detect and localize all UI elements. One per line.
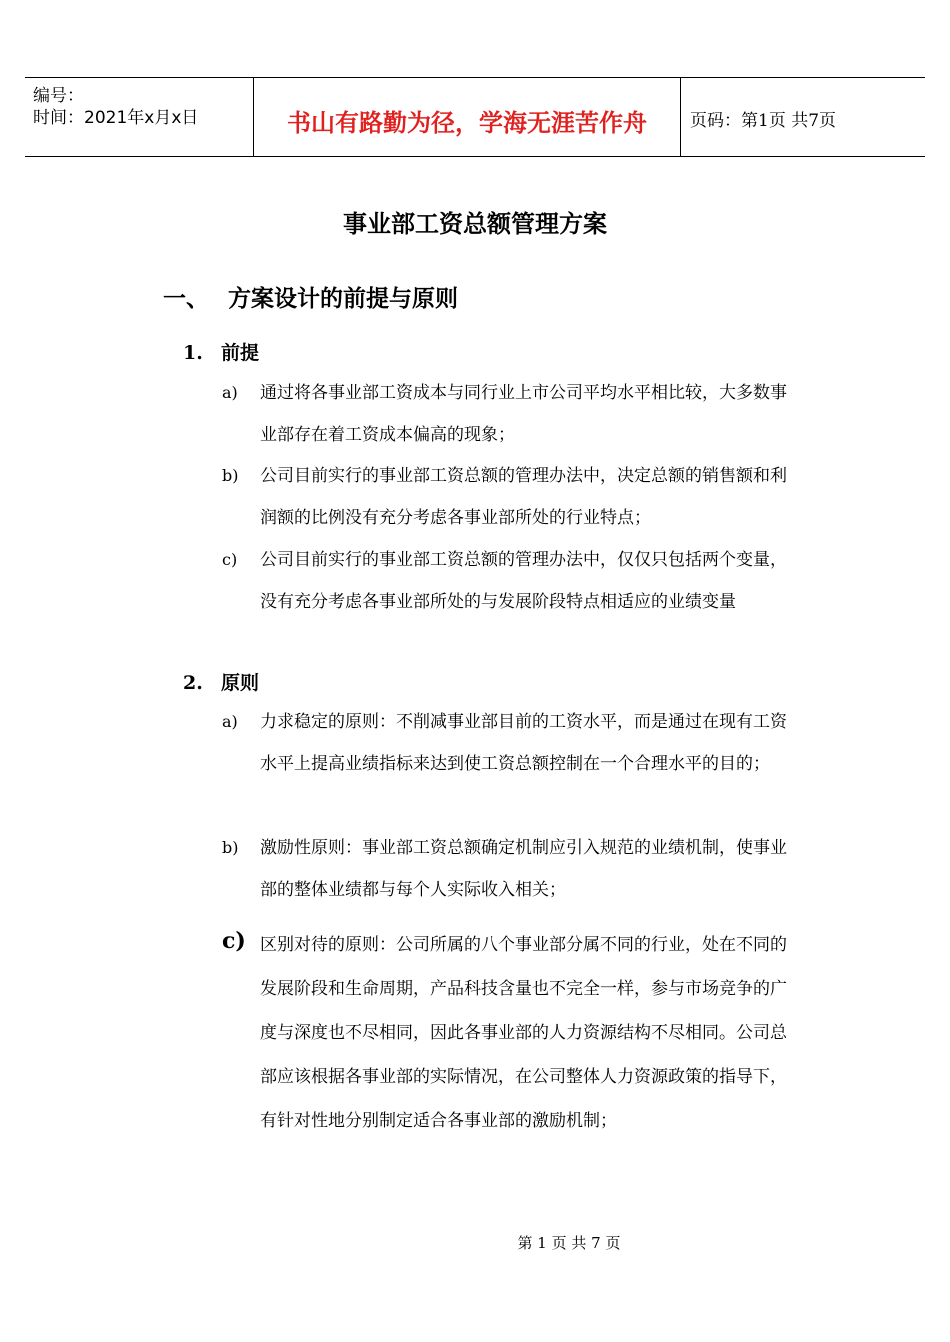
list-text: 区别对待的原则：公司所属的八个事业部分属不同的行业，处在不同的发展阶段和生命周期，产品科技含量也不完全一样，参与市场竞争的广度与深度也不尽相同，因此各事业部的人力资源结构不尽相同。公司总部应该根据各事业部的实际情况，在公司整体人力资源政策的指导下，有针对性地分别制定适合各事业部的激励机制； (260, 935, 787, 1131)
page-header (25, 77, 925, 157)
list-text: 通过将各事业部工资成本与同行业上市公司平均水平相比较，大多数事业部存在着工资成本偏高的现象； (260, 383, 787, 445)
list-label: c) (222, 550, 238, 569)
premise-item-a (222, 383, 802, 456)
subsection-heading-principle (183, 668, 259, 695)
list-text: 力求稳定的原则：不削减事业部目前的工资水平，而是通过在现有工资水平上提高业绩指标来达到使工资总额控制在一个合理水平的目的； (260, 712, 787, 774)
subsection-title: 原则 (221, 672, 260, 694)
premise-item-c (222, 550, 802, 623)
list-text: 激励性原则：事业部工资总额确定机制应引入规范的业绩机制，使事业部的整体业绩都与每个人实际收入相关； (260, 838, 787, 900)
principle-item-a (222, 712, 802, 785)
section-title: 方案设计的前提与原则 (228, 285, 458, 312)
header-meta-cell (25, 78, 253, 156)
subsection-number: 2. (183, 672, 203, 694)
list-label: a) (222, 712, 238, 731)
list-label: b) (222, 466, 239, 485)
list-label: a) (222, 383, 238, 402)
document-time: 时间：2021年x月x日 (33, 108, 199, 128)
header-motto: 书山有路勤为径，学海无涯苦作舟 (287, 109, 647, 137)
principle-item-b (222, 838, 802, 911)
section-heading-1 (163, 280, 458, 313)
header-motto-cell (253, 78, 681, 156)
principle-item-c (222, 928, 802, 1143)
list-label: c) (222, 928, 246, 954)
list-text: 公司目前实行的事业部工资总额的管理办法中，仅仅只包括两个变量，没有充分考虑各事业部所处的与发展阶段特点相适应的业绩变量 (260, 550, 787, 612)
subsection-number: 1. (183, 342, 203, 364)
list-label: b) (222, 838, 239, 857)
subsection-title: 前提 (221, 342, 260, 364)
header-page-info: 页码：第1页 共7页 (690, 111, 837, 131)
list-text: 公司目前实行的事业部工资总额的管理办法中，决定总额的销售额和利润额的比例没有充分考虑各事业部所处的行业特点； (260, 466, 787, 528)
page-footer: 第 1 页 共 7 页 (517, 1234, 621, 1252)
document-number-label: 编号： (33, 86, 84, 106)
premise-item-b (222, 466, 802, 539)
section-number: 一、 (163, 285, 209, 312)
subsection-heading-premise (183, 338, 259, 365)
header-page-cell (680, 78, 925, 156)
document-title: 事业部工资总额管理方案 (343, 209, 607, 238)
